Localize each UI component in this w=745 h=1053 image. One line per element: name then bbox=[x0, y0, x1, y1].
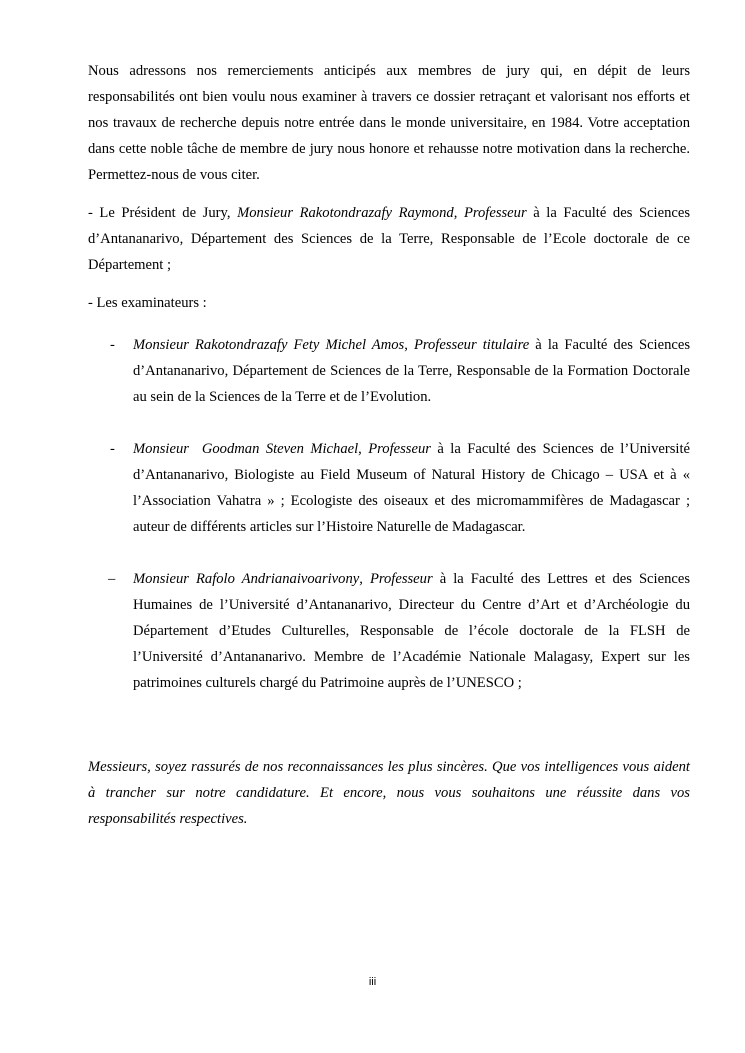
president-title: Professeur bbox=[463, 205, 527, 221]
examiner-item bbox=[88, 436, 690, 540]
examiner-title: Professeur titulaire bbox=[413, 337, 530, 353]
examiners-list bbox=[88, 332, 690, 696]
examiners-label: - Les examinateurs : bbox=[88, 295, 207, 311]
examiner-item bbox=[88, 566, 690, 696]
examiner-sep: , bbox=[358, 441, 369, 457]
president-prefix: - Le Président de Jury, bbox=[88, 205, 238, 221]
examiner-details: à la Faculté des Sciences de l’Université d’Antananarivo, Biologiste au Field Museum of Natural History de Chicago – USA et à « l’Association Vahatra » ; Ecologiste des oiseaux et des micromammifères de Madagascar ; auteur de différents articles sur l’Histoire Naturelle de Madagascar. bbox=[133, 441, 690, 535]
examiner-sep: , bbox=[404, 337, 414, 353]
list-dash: - bbox=[110, 337, 115, 353]
examiner-name: Monsieur Rakotondrazafy Fety Michel Amos bbox=[133, 337, 405, 353]
list-dash: - bbox=[110, 441, 115, 457]
examiner-item bbox=[88, 332, 690, 410]
intro-paragraph: Nous adressons nos remerciements anticipés aux membres de jury qui, en dépit de leurs responsabilités ont bien voulu nous examiner à travers ce dossier retraçant et valorisant nos efforts et nos travaux de recherche depuis notre entrée dans le monde universitaire, en 1984. Votre acceptation dans cette noble tâche de membre de jury nous honore et rehausse notre motivation dans la recherche. Permettez-nous de vous citer. bbox=[88, 63, 690, 183]
examiner-details: à la Faculté des Sciences d’Antananarivo, Département de Sciences de la Terre, Responsable de la Formation Doctorale au sein de la Sciences de la Terre et de l’Evolution. bbox=[133, 337, 691, 405]
president-name: Monsieur Rakotondrazafy Raymond bbox=[237, 205, 454, 221]
examiner-title: Professeur bbox=[368, 441, 431, 457]
examiner-details: à la Faculté des Lettres et des Sciences Humaines de l’Université d’Antananarivo, Directeur du Centre d’Art et d’Archéologie du Département d’Etudes Culturelles, Responsable de l’école doctorale de la FLSH de l’Université d’Antananarivo. Membre de l’Académie Nationale Malagasy, Expert sur les patrimoines culturels chargé du Patrimoine auprès de l’UNESCO ; bbox=[133, 571, 690, 691]
list-dash: – bbox=[108, 571, 116, 587]
closing-paragraph: Messieurs, soyez rassurés de nos reconnaissances les plus sincères. Que vos intelligences vous aident à trancher sur notre candidature. Et encore, nous vous souhaitons une réussite dans vos responsabilités respectives. bbox=[88, 759, 690, 827]
document-page bbox=[88, 58, 690, 832]
examiner-title: Professeur bbox=[369, 571, 433, 587]
examiner-name: Monsieur Rafolo Andrianaivoarivony bbox=[133, 571, 360, 587]
president-paragraph bbox=[88, 200, 690, 278]
president-sep: , bbox=[453, 205, 464, 221]
examiner-name: Monsieur Goodman Steven Michael bbox=[133, 441, 359, 457]
page-number: iii bbox=[368, 976, 377, 988]
examiner-sep: , bbox=[359, 571, 370, 587]
president-details: à la Faculté des Sciences d’Antananarivo, Département des Sciences de la Terre, Responsable de l’Ecole doctorale de ce Département ; bbox=[88, 205, 691, 273]
